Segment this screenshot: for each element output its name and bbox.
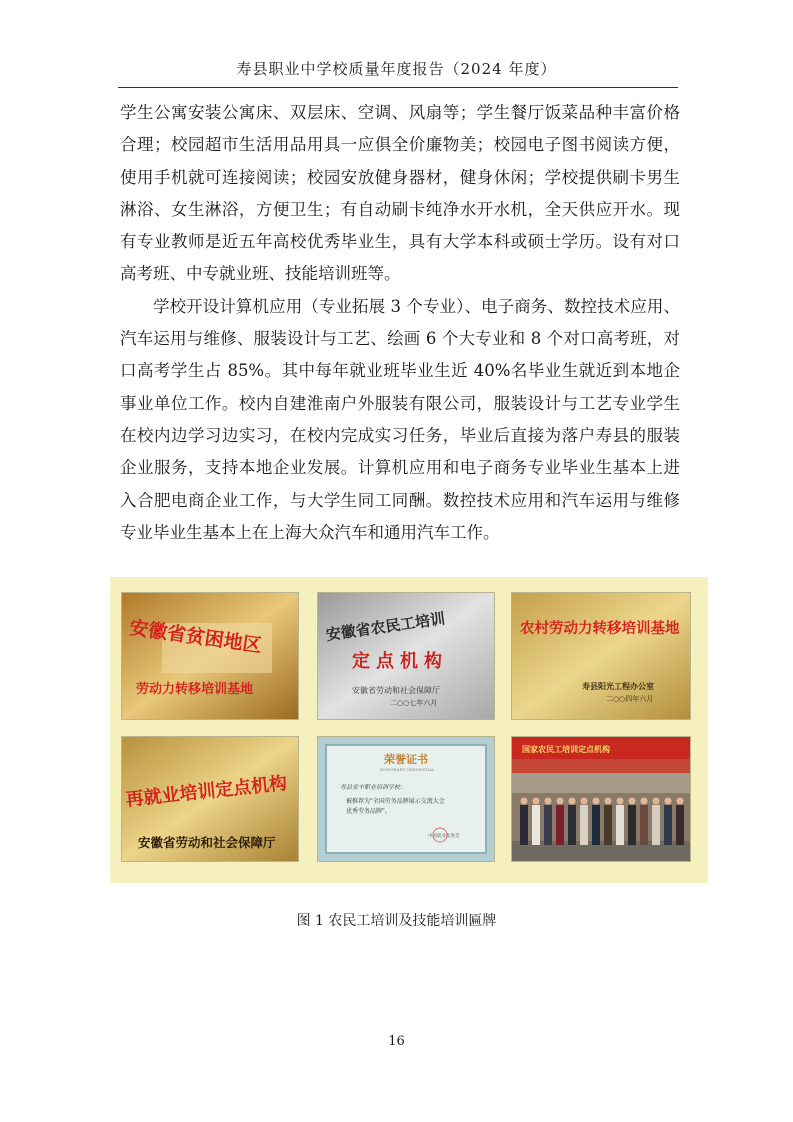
person-body xyxy=(580,805,588,845)
plaque-migrant-line1: 安徽省农民工培训 xyxy=(324,609,447,645)
photo-group xyxy=(512,737,690,861)
plaque-rural-line2: 寿县阳光工程办公室 xyxy=(582,681,654,691)
certificate-title: 荣誉证书 xyxy=(384,753,428,766)
person-head xyxy=(557,798,564,805)
paragraph-2: 学校开设计算机应用（专业拓展 3 个专业）、电子商务、数控技术应用、汽车运用与维修、服装设计与工艺、绘画 6 个大专业和 8 个对口高考班，对口高考学生占 85%。其中每年就业班毕业生近 40%名毕业生就近到本地企事业单位工作。校内自建淮南户外服装有限公司，服装设计与工艺专业学生在校内边学习边实习，在校内完成实习任务，毕业后直接为落户寿县的服装企业服务，支持本地企业发展。计算机应用和电子商务专业毕业生基本上进入合肥电商企业工作，与大学生同工同酬。数控技术应用和汽车运用与维修专业毕业生基本上在上海大众汽车和通用汽车工作。 xyxy=(120,296,680,542)
plaque-rural-line3: 二○○四年六月 xyxy=(606,695,654,703)
certificate-graphic xyxy=(318,737,494,861)
person-body xyxy=(544,805,552,845)
person-head xyxy=(593,798,600,805)
person-head xyxy=(617,798,624,805)
person-body xyxy=(628,805,636,845)
plaque-poverty-line1: 安徽省贫困地区 xyxy=(128,616,263,658)
person-head xyxy=(581,798,588,805)
plaque-reemployment-line2: 安徽省劳动和社会保障厅 xyxy=(138,835,276,850)
plaque-rural-graphic xyxy=(512,593,690,719)
person-head xyxy=(641,798,648,805)
person-body xyxy=(592,805,600,845)
person-body xyxy=(556,805,564,845)
plaque-migrant-line4: 二○○七年六月 xyxy=(390,699,438,707)
page-header: 寿县职业中学校质量年度报告（2024 年度） xyxy=(236,60,557,78)
person-head xyxy=(677,798,684,805)
certificate-line1: 寿县安丰职业培训学校： xyxy=(340,784,407,791)
certificate-line4: 中国就业促进会 xyxy=(428,834,460,839)
person-body xyxy=(664,805,672,845)
certificate-subtitle: HONORARY CREDENTIAL xyxy=(380,767,435,772)
person-head xyxy=(521,798,528,805)
person-head xyxy=(533,798,540,805)
photo-honor-certificate xyxy=(318,737,494,861)
photo-plaque-rural-labor xyxy=(512,593,690,719)
photo-plaque-reemployment xyxy=(122,737,298,861)
person-head xyxy=(605,798,612,805)
plaque-migrant-graphic xyxy=(318,593,494,719)
header-rule xyxy=(118,87,678,88)
person-body xyxy=(520,805,528,845)
person-body xyxy=(652,805,660,845)
plaque-reemployment-line1: 再就业培训定点机构 xyxy=(124,772,289,811)
plaque-poverty-graphic xyxy=(122,593,298,719)
certificate-line2: 被推荐为"全国劳务品牌展示交流大会 xyxy=(346,798,445,805)
group-photo-banner: 国家农民工培训定点机构 xyxy=(522,744,610,754)
paragraph-1: 学生公寓安装公寓床、双层床、空调、风扇等；学生餐厅饭菜品种丰富价格合理；校园超市生活用品用具一应俱全价廉物美；校园电子图书阅读方便，使用手机就可连接阅读；校园安放健身器材，健身休闲；学校提供刷卡男生淋浴、女生淋浴，方便卫生；有自动刷卡纯净水开水机，全天供应开水。现有专业教师是近五年高校优秀毕业生，具有大学本科或硕士学历。设有对口高考班、中专就业班、技能培训班等。 xyxy=(120,103,680,284)
photo-panel xyxy=(110,577,708,883)
body-text xyxy=(120,97,680,549)
person-body xyxy=(616,805,624,845)
photo-plaque-poverty-area xyxy=(122,593,298,719)
person-head xyxy=(629,798,636,805)
person-head xyxy=(545,798,552,805)
person-head xyxy=(569,798,576,805)
person-body xyxy=(640,805,648,845)
person-body xyxy=(676,805,684,845)
photo-plaque-migrant-training xyxy=(318,593,494,719)
figure-caption: 图 1 农民工培训及技能培训匾牌 xyxy=(296,913,497,929)
plaque-reemployment-graphic xyxy=(122,737,298,861)
plaque-poverty-line2: 劳动力转移培训基地 xyxy=(136,682,254,697)
person-head xyxy=(665,798,672,805)
group-photo-graphic xyxy=(512,737,690,861)
person-body xyxy=(532,805,540,845)
plaque-rural-line1: 农村劳动力转移培训基地 xyxy=(520,621,680,637)
certificate-line3: 优秀劳务品牌"。 xyxy=(346,808,391,815)
plaque-migrant-line3: 安徽省劳动和社会保障厅 xyxy=(352,686,440,695)
person-head xyxy=(653,798,660,805)
person-body xyxy=(604,805,612,845)
person-body xyxy=(568,805,576,845)
page-number: 16 xyxy=(388,1034,405,1049)
plaque-migrant-line2: 定点机构 xyxy=(352,651,448,672)
